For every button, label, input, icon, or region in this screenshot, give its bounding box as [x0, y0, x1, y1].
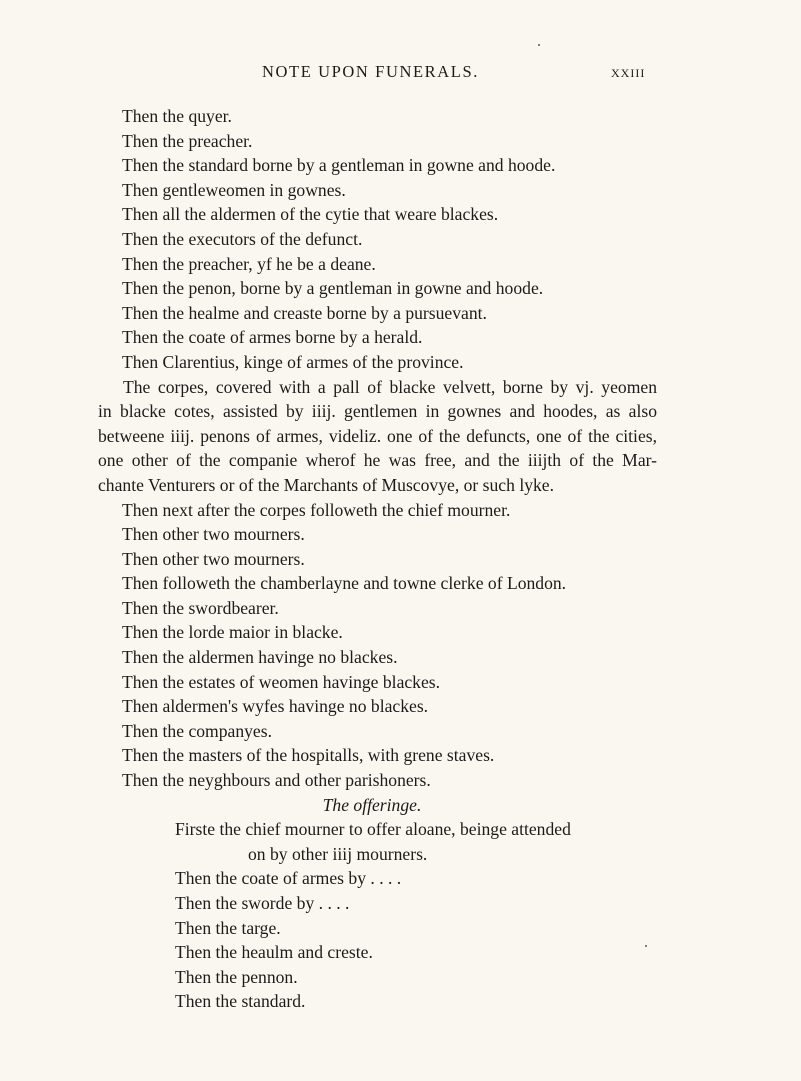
offering-line: Then the pennon. [175, 966, 298, 987]
procession-line: Then the swordbearer. [122, 597, 279, 618]
procession-line: Then aldermen's wyfes havinge no blackes. [122, 696, 429, 717]
procession-line: Then next after the corpes followeth the chief mourner. [122, 499, 511, 520]
offering-line: Then the targe. [175, 917, 281, 938]
running-title: NOTE UPON FUNERALS. [262, 62, 479, 81]
running-head [0, 60, 801, 88]
procession-line: Then the masters of the hospitalls, with grene staves. [122, 745, 495, 766]
procession-line: Then the preacher. [122, 130, 253, 151]
offering-line: Then the standard. [175, 991, 306, 1012]
procession-line: Then the quyer. [122, 106, 232, 126]
offering-line: Then the heaulm and creste. [175, 942, 373, 963]
procession-line: Then other two mourners. [122, 548, 305, 569]
paragraph-line: betweene iiij. penons of armes, videliz. one of the defuncts, one of the cities, [98, 425, 657, 446]
procession-line: Then gentleweomen in gownes. [122, 179, 346, 200]
procession-line: Then the aldermen havinge no blackes. [122, 647, 398, 668]
paper-speck [645, 945, 647, 947]
offering-line: on by other iiij mourners. [248, 843, 428, 864]
procession-line: Then the executors of the defunct. [122, 228, 363, 249]
offering-line: Then the coate of armes by . . . . [175, 868, 402, 889]
procession-line: Then the estates of weomen havinge blackes. [122, 671, 441, 692]
procession-line: Then all the aldermen of the cytie that weare blackes. [122, 204, 499, 225]
procession-line: Then the penon, borne by a gentleman in gowne and hoode. [122, 278, 544, 299]
procession-line: Then the standard borne by a gentleman in gowne and hoode. [122, 155, 556, 176]
offering-line: Firste the chief mourner to offer aloane, beinge attended [175, 819, 571, 840]
section-heading-offeringe: The offeringe. [322, 794, 422, 815]
procession-line: Then the healme and creaste borne by a pursuevant. [122, 302, 487, 323]
procession-line: Then the coate of armes borne by a herald. [122, 327, 423, 348]
procession-line: Then Clarentius, kinge of armes of the province. [122, 351, 464, 372]
paragraph-line: in blacke cotes, assisted by iiij. gentlemen in gownes and hoodes, as also [98, 401, 657, 422]
paragraph-line: one other of the companie wherof he was free, and the iiijth of the Mar- [98, 450, 657, 471]
offering-line: Then the sworde by . . . . [175, 893, 350, 913]
paragraph-line: The corpes, covered with a pall of blacke velvett, borne by vj. yeomen [123, 376, 657, 397]
corpes-paragraph [98, 375, 657, 498]
procession-line: Then followeth the chamberlayne and towne clerke of London. [122, 573, 567, 594]
procession-line: Then the preacher, yf he be a deane. [122, 253, 376, 274]
page-number: xxiii [611, 62, 646, 81]
paper-speck [538, 44, 540, 46]
procession-line: Then the neyghbours and other parishoners. [122, 770, 431, 791]
paragraph-line: chante Venturers or of the Marchants of Muscovye, or such lyke. [98, 474, 555, 495]
procession-line: Then the companyes. [122, 720, 272, 741]
procession-line: Then other two mourners. [122, 524, 305, 545]
procession-line: Then the lorde maior in blacke. [122, 622, 343, 643]
body-text [98, 104, 657, 1014]
